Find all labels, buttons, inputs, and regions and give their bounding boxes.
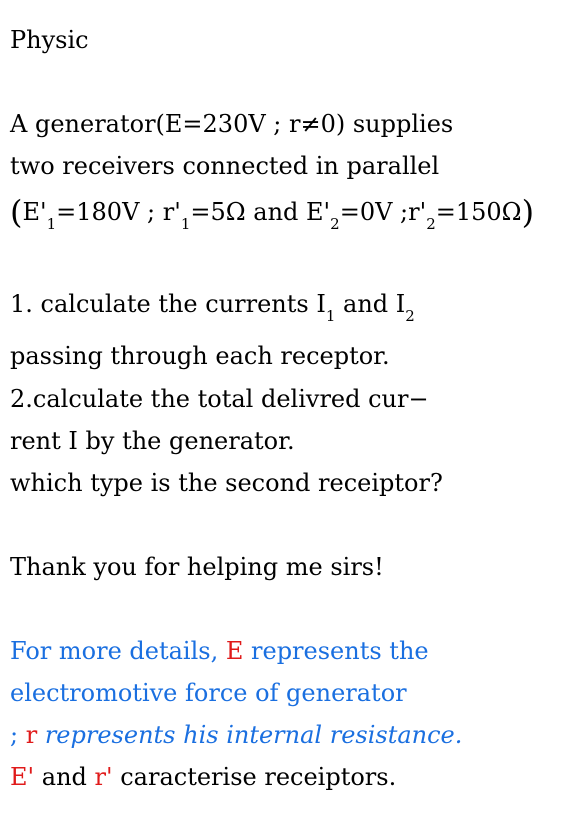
text-segment: =150Ω: [435, 198, 522, 226]
text-segment: =5Ω and E': [190, 198, 331, 226]
text-segment: 1. calculate the currents I: [10, 290, 326, 318]
post-title: Physic: [10, 26, 89, 54]
thanks-line: Thank you for helping me sirs!: [10, 553, 384, 581]
subscript: 2: [426, 215, 436, 233]
text-segment: caracterise receiptors.: [112, 763, 397, 791]
text-segment: For more details,: [10, 637, 226, 665]
question-2-line-1: 2.calculate the total delivred cur−: [10, 385, 429, 413]
open-paren: (: [10, 193, 23, 231]
symbol-E: E: [225, 637, 244, 665]
subscript: 1: [46, 215, 57, 233]
text-segment: and I: [335, 290, 406, 318]
text-segment: represents the: [243, 637, 429, 665]
question-1-line-2: passing through each receptor.: [10, 342, 390, 370]
subscript: 1: [325, 307, 336, 325]
text-segment: ;: [10, 721, 26, 749]
text-segment: E': [22, 198, 47, 226]
problem-line-3: [10, 193, 535, 233]
text-segment: =180V ; r': [56, 198, 181, 226]
symbol-E-prime: E': [10, 763, 35, 791]
subscript: 2: [330, 215, 340, 233]
note-line-2: electromotive force of generator: [10, 679, 407, 707]
problem-line-2: two receivers connected in parallel: [10, 152, 440, 180]
note-line-3: [10, 719, 462, 751]
italic-text: represents his internal resistance.: [37, 721, 463, 749]
problem-line-1: A generator(E=230V ; r≠0) supplies: [10, 110, 454, 138]
symbol-r-prime: r': [94, 763, 113, 791]
note-line-1: [10, 635, 429, 667]
close-paren: ): [521, 193, 535, 231]
symbol-r: r: [25, 721, 38, 749]
subscript: 2: [405, 307, 415, 325]
note-line-4: [10, 761, 396, 793]
question-3: which type is the second receiptor?: [10, 469, 443, 497]
question-1-line-1: [10, 288, 415, 325]
question-2-line-2: rent I by the generator.: [10, 427, 295, 455]
text-segment: =0V ;r': [339, 198, 427, 226]
subscript: 1: [180, 215, 191, 233]
text-segment: and: [34, 763, 95, 791]
